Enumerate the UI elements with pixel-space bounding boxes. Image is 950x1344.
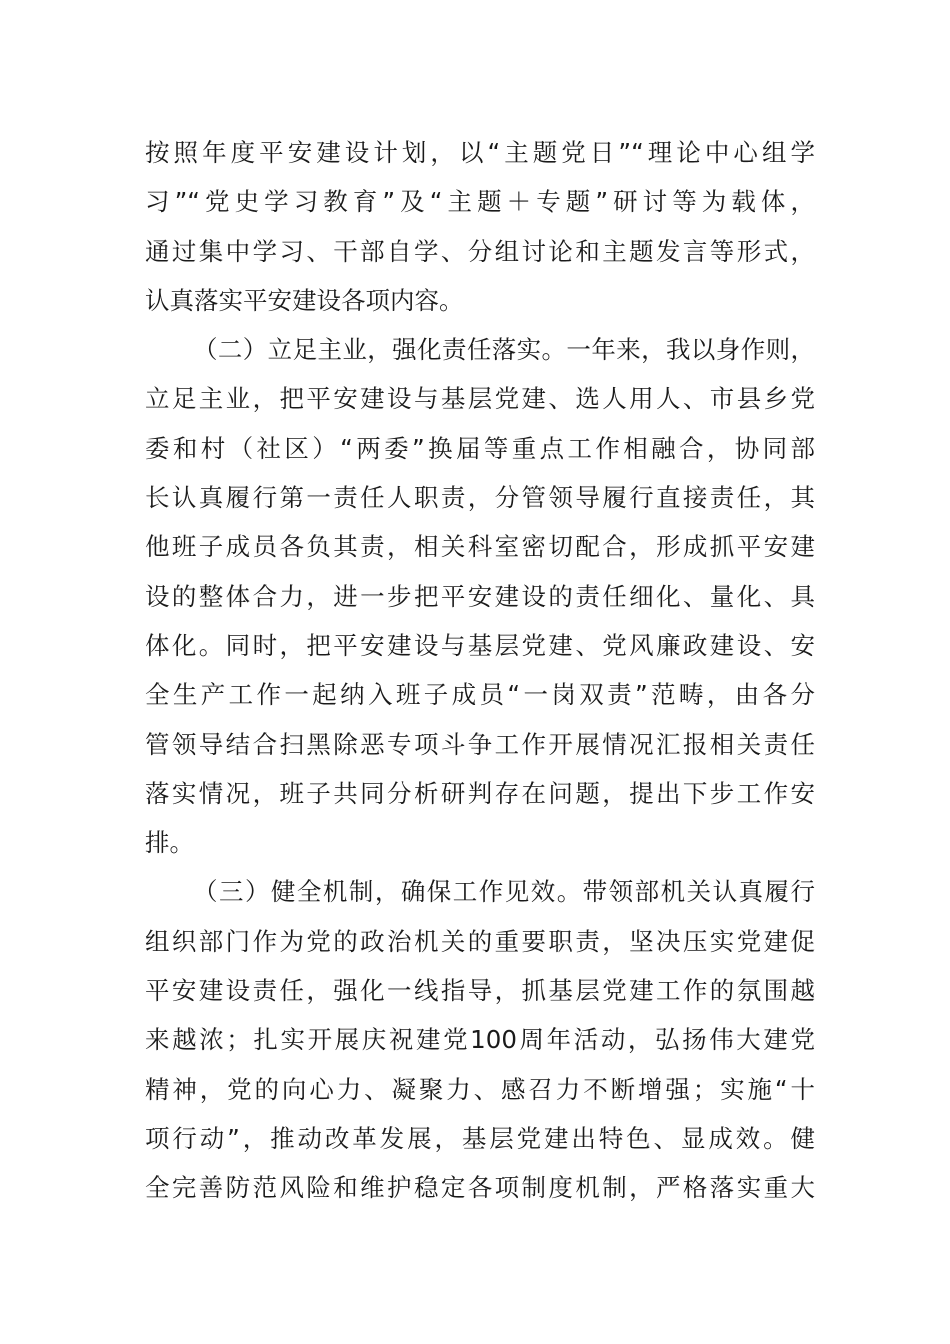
text-line: 他班子成员各负其责，相关科室密切配合，形成抓平安建 [145,532,815,562]
text-line: 来越浓；扎实开展庆祝建党100周年活动，弘扬伟大建党 [145,1025,815,1055]
text-line: 委和村（社区）“两委”换届等重点工作相融合，协同部 [145,433,815,463]
text-line: 平安建设责任，强化一线指导，抓基层党建工作的氛围越 [145,976,815,1006]
text-line: 组织部门作为党的政治机关的重要职责，坚决压实党建促 [145,926,815,956]
text-line: 精神，党的向心力、凝聚力、感召力不断增强；实施“十 [145,1074,815,1104]
text-line: 习”“党史学习教育”及“主题＋专题”研讨等为载体， [145,187,815,217]
document-body [145,128,815,1213]
text-line: 长认真履行第一责任人职责，分管领导履行直接责任，其 [145,483,815,513]
text-line: 立足主业，把平安建设与基层党建、选人用人、市县乡党 [145,384,815,414]
paragraph-section-two [145,325,815,867]
text-line: 全完善防范风险和维护稳定各项制度机制，严格落实重大 [145,1173,815,1203]
text-line: 按照年度平安建设计划，以“主题党日”“理论中心组学 [145,138,815,167]
text-line: （二）立足主业，强化责任落实。一年来，我以身作则， [193,335,815,365]
text-line: 项行动”，推动改革发展，基层党建出特色、显成效。健 [145,1123,815,1153]
text-line: （三）健全机制，确保工作见效。带领部机关认真履行 [193,877,815,907]
text-line: 通过集中学习、干部自学、分组讨论和主题发言等形式， [145,236,815,266]
text-line: 管领导结合扫黑除恶专项斗争工作开展情况汇报相关责任 [145,729,815,759]
paragraph-continuation [145,128,815,325]
text-line: 认真落实平安建设各项内容。 [145,285,464,315]
text-line: 落实情况，班子共同分析研判存在问题，提出下步工作安 [145,778,815,808]
text-line: 排。 [145,828,194,858]
text-line: 全生产工作一起纳入班子成员“一岗双责”范畴，由各分 [145,680,815,710]
text-line: 体化。同时，把平安建设与基层党建、党风廉政建设、安 [145,630,815,660]
text-line: 设的整体合力，进一步把平安建设的责任细化、量化、具 [145,581,815,611]
paragraph-section-three [145,867,815,1212]
